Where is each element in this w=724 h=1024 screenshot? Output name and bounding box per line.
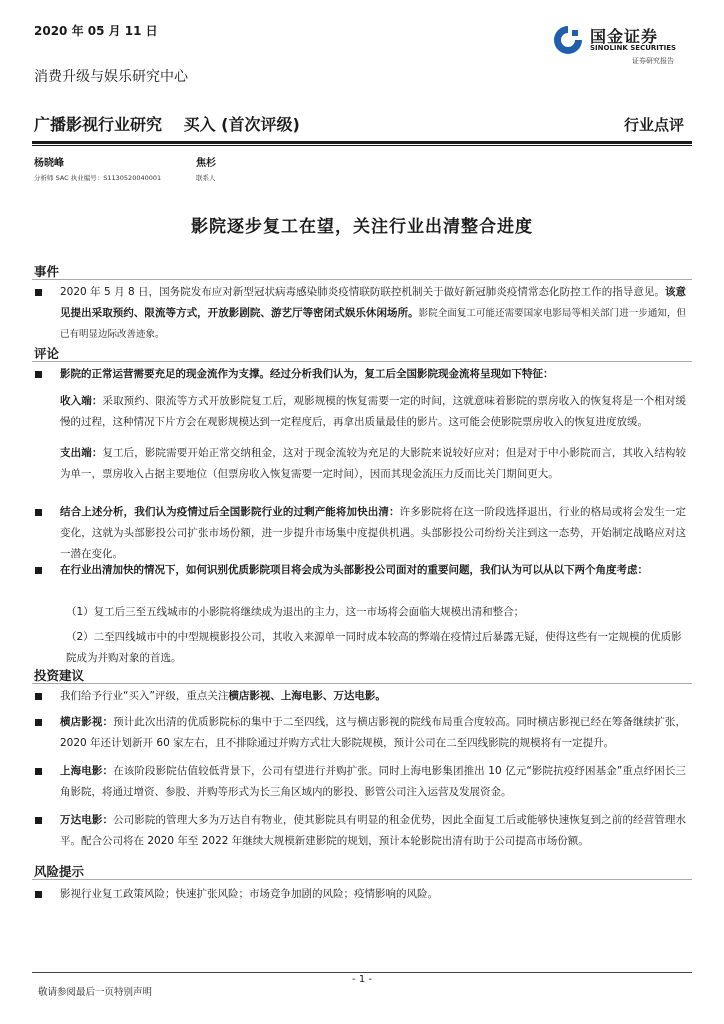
logo-text-cn: 国金证券 [590, 27, 659, 46]
section-divider [32, 879, 692, 880]
invest-bullet-1 [60, 686, 686, 707]
research-center-name: 消费升级与娱乐研究中心 [34, 69, 188, 85]
author-name: 焦杉 [196, 158, 216, 169]
title-bar [34, 112, 316, 135]
invest-bullet-1-stocks: 横店影视、上海电影、万达电影。 [228, 690, 386, 702]
comment-bullet-3 [60, 560, 686, 581]
author-2 [196, 154, 216, 182]
expense-text: 复工后，影院需要开始正常交纳租金，这对于现金流较为充足的大影院来说较好应对；但是对于中小影院而言，其收入结构较为单一，票房收入占据主要地位（但票房收入恢复需要一定时间），因而其现金流压力反而比关门期间更大。 [60, 447, 687, 480]
sinolink-logo-icon [552, 24, 584, 56]
expense-label: 支出端： [60, 447, 103, 459]
section-title-comment: 评论 [34, 346, 60, 361]
bullet-icon [35, 693, 42, 700]
section-divider [32, 361, 692, 362]
sinolink-logo [552, 24, 692, 68]
income-text: 采取预约、限流等方式开放影院复工后，观影规模的恢复需要一定的时间，这就意味着影院的票房收入的恢复将是一个相对缓慢的过程，这种情况下片方会在观影规模达到一定程度后，再拿出质量最佳的影片。这可能会使影院票房收入的恢复进度放缓。 [60, 395, 687, 428]
invest-hengdian [60, 712, 686, 754]
hengdian-text: 预计此次出清的优质影院标的集中于二至四线，这与横店影视的院线布局重合度较高。同时横店影视已经在筹备继续扩张，2020 年还计划新开 60 家左右，且不排除通过并购方式壮大影院规模，预计公司在二至四线影院的规模将有一定提升。 [60, 716, 686, 749]
author-1 [34, 154, 161, 182]
author-detail: 分析师 SAC 执业编号：S1130520040001 [34, 174, 162, 182]
event-paragraph [60, 282, 686, 345]
industry-title: 广播影视行业研究 [34, 115, 163, 134]
expense-paragraph [60, 443, 686, 485]
invest-wanda [60, 810, 686, 852]
wanda-text: 公司影院的管理大多为万达自有物业，使其影院具有明显的租金优势，因此全面复工后或能够快速恢复到之前的经营管理水平。配合公司将在 2020 年至 2022 年继续大规模新建影院的规划，预计本轮影院出清有助于公司提高市场份额。 [60, 814, 686, 847]
hengdian-label: 横店影视： [60, 716, 114, 728]
wanda-label: 万达电影： [60, 814, 114, 826]
risk-text: 影视行业复工政策风险；快速扩张风险；市场竞争加剧的风险；疫情影响的风险。 [60, 888, 438, 900]
bullet-icon [35, 817, 42, 824]
section-title-invest: 投资建议 [34, 668, 85, 683]
rating-label: 买入 (首次评级) [183, 115, 300, 134]
invest-bullet-1-text: 我们给予行业“买入”评级，重点关注 [60, 690, 229, 702]
author-detail: 联系人 [196, 174, 216, 182]
income-paragraph [60, 391, 686, 433]
page-number: - 1 - [352, 974, 372, 985]
logo-tagline: 证券研究报告 [632, 57, 674, 65]
bullet-icon [35, 768, 42, 775]
doc-type: 行业点评 [623, 116, 684, 134]
logo-text-en: SINOLINK SECURITIES [590, 44, 677, 52]
footer-divider [32, 972, 692, 973]
comment-bullet-2-text: 许多影院将在这一阶段选择退出，行业的格局或将会发生一定变化，这就为头部影投公司扩张市场份额，进一步提升市场集中度提供机遇。头部影投公司纷纷关注到这一态势，开始制定战略应对这一潜在变化。 [60, 506, 687, 560]
shanghai-label: 上海电影： [60, 765, 114, 777]
event-highlight: 该意见提出采取预约、限流等方式，开放影剧院、游艺厅等密闭式娱乐休闲场所。 [60, 286, 686, 319]
comment-bullet-2-bold: 结合上述分析，我们认为疫情过后全国影院行业的过剩产能将加快出清： [60, 506, 400, 518]
author-name: 杨晓峰 [34, 158, 64, 169]
headline: 影院逐步复工在望，关注行业出清整合进度 [191, 217, 533, 237]
section-divider [32, 279, 692, 280]
bullet-icon [35, 289, 42, 296]
section-title-risk: 风险提示 [34, 864, 85, 879]
bullet-icon [35, 509, 42, 516]
comment-bullet-1 [60, 364, 686, 385]
bullet-icon [35, 891, 42, 898]
section-divider [32, 683, 692, 684]
comment-point-2: （2）二至四线城市中的中型规模影投公司，其收入来源单一同时成本较高的弊端在疫情过后暴露无疑，使得这些有一定规模的优质影院成为并购对象的首选。 [66, 631, 682, 664]
comment-bullet-3-text: 在行业出清加快的情况下，如何识别优质影院项目将会成为头部影投公司面对的重要问题，我们认为可以从以下两个角度考虑： [60, 564, 648, 576]
header-divider [32, 141, 692, 144]
comment-point-1: （1）复工后三至五线城市的小影院将继续成为退出的主力，这一市场将会面临大规模出清和整合； [66, 606, 525, 618]
bullet-icon [35, 719, 42, 726]
event-tail: 影院全面复工可能还需要国家电影局等相关部门进一步通知，但已有明显边际改善迹象。 [60, 308, 686, 340]
header-divider-thin [32, 145, 692, 146]
income-label: 收入端： [60, 395, 103, 407]
footer-disclaimer: 敬请参阅最后一页特别声明 [38, 987, 153, 998]
bullet-icon [35, 371, 42, 378]
section-title-event: 事件 [34, 264, 60, 279]
event-text: 2020 年 5 月 8 日，国务院发布应对新型冠状病毒感染肺炎疫情联防联控机制关于做好新冠肺炎疫情常态化防控工作的指导意见。 [60, 286, 665, 298]
report-date: 2020 年 05 月 11 日 [34, 24, 158, 38]
comment-bullet-1-text: 影院的正常运营需要充足的现金流作为支撑。经过分析我们认为，复工后全国影院现金流将呈现如下特征： [60, 368, 554, 380]
shanghai-text: 在该阶段影院估值较低背景下，公司有望进行并购扩张。同时上海电影集团推出 10 亿元“影院抗疫纾困基金”重点纾困长三角影院，将通过增资、参股、并购等形式为长三角区域内的影投、影管公司注入运营及发展资金。 [60, 765, 687, 798]
invest-shanghai [60, 761, 686, 803]
bullet-icon [35, 567, 42, 574]
comment-bullet-2 [60, 502, 686, 565]
